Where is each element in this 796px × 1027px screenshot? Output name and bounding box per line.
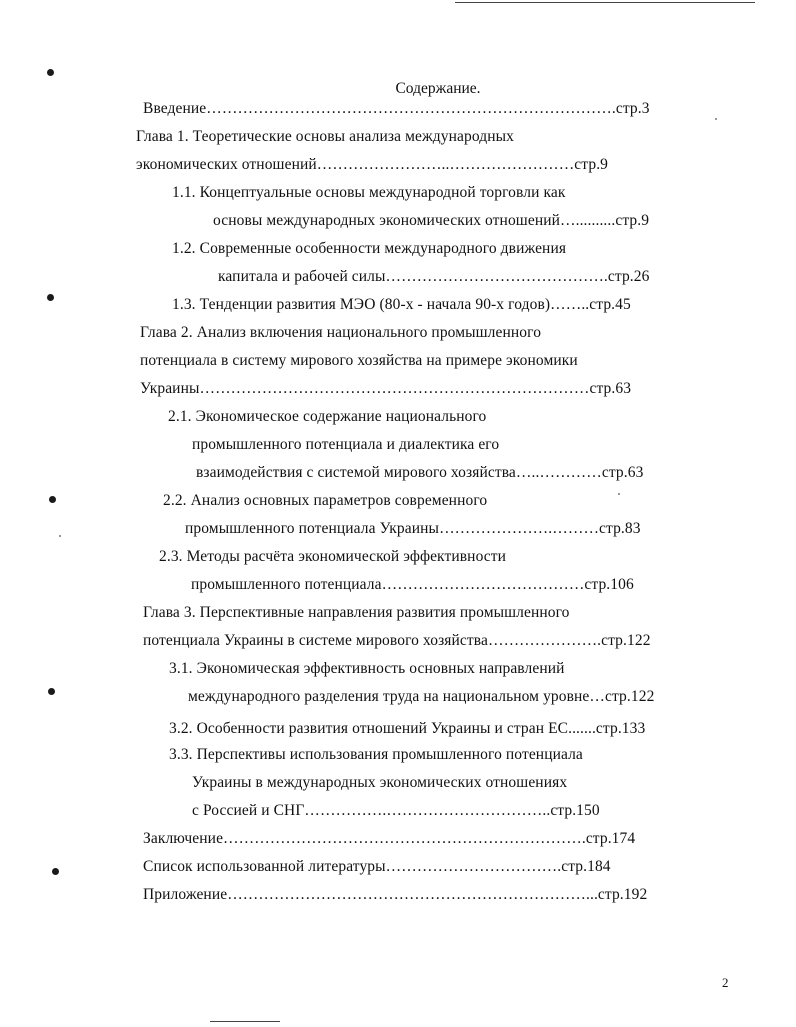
toc-line: 2.2. Анализ основных параметров современного <box>163 492 488 509</box>
toc-line: 2.3. Методы расчёта экономической эффективности <box>159 548 507 565</box>
toc-line: Глава 2. Анализ включения национального промышленного <box>140 324 542 341</box>
toc-line: международного разделения труда на национальном уровне…стр.122 <box>188 688 655 705</box>
toc-line: Список использованной литературы…………………………….стр.184 <box>143 858 611 875</box>
toc-line: Введение…………………………………………………………………….стр.3 <box>143 100 650 117</box>
toc-line: 2.1. Экономическое содержание национального <box>168 408 487 425</box>
scan-speck <box>715 118 717 120</box>
toc-line: промышленного потенциала…………………………………стр.106 <box>191 576 634 593</box>
toc-line: основы международных экономических отношений…..........стр.9 <box>213 212 650 229</box>
toc-line: Украины…………………………………………………………………стр.63 <box>140 380 632 397</box>
toc-line: Приложение……………………………………………………………...стр.192 <box>143 886 648 903</box>
scan-speck <box>618 493 620 495</box>
page-title: Содержание. <box>395 80 481 97</box>
toc-line: 1.2. Современные особенности международного движения <box>172 240 567 257</box>
toc-line: с Россией и СНГ…………….…………………………..стр.150 <box>192 802 600 819</box>
toc-line: взаимодействия с системой мирового хозяйства…..…………стр.63 <box>196 464 644 481</box>
toc-line: Украины в международных экономических отношениях <box>192 774 568 791</box>
toc-line: 1.1. Концептуальные основы международной торговли как <box>172 184 566 201</box>
binder-hole-mark <box>48 688 55 695</box>
toc-line: 3.3. Перспективы использования промышленного потенциала <box>169 746 583 763</box>
toc-line: 3.2. Особенности развития отношений Украины и стран ЕС.......стр.133 <box>169 720 646 737</box>
toc-line: Заключение…………………………………………………………….стр.174 <box>143 830 636 847</box>
binder-hole-mark <box>52 868 59 875</box>
page-number: 2 <box>722 975 729 990</box>
toc-line: промышленного потенциала и диалектика его <box>192 436 500 453</box>
toc-line: экономических отношений……………………..……………………стр.9 <box>136 156 609 173</box>
toc-line: промышленного потенциала Украины………………….………стр.83 <box>185 520 641 537</box>
toc-line: капитала и рабочей силы…………………………………….стр.26 <box>218 268 650 285</box>
toc-line: 3.1. Экономическая эффективность основных направлений <box>169 660 565 677</box>
toc-line: 1.3. Тенденции развития МЭО (80-х - начала 90-х годов)……..стр.45 <box>172 296 631 313</box>
binder-hole-mark <box>49 496 56 503</box>
toc-line: Глава 1. Теоретические основы анализа международных <box>136 128 514 145</box>
binder-hole-mark <box>47 294 54 301</box>
toc-line: потенциала Украины в системе мирового хозяйства………………….стр.122 <box>143 632 651 649</box>
scan-artifact-line <box>455 2 755 3</box>
binder-hole-mark <box>47 69 54 76</box>
toc-line: Глава 3. Перспективные направления развития промышленного <box>143 604 570 621</box>
scan-speck <box>59 535 61 537</box>
scan-artifact-line <box>210 1021 280 1022</box>
toc-line: потенциала в систему мирового хозяйства на примере экономики <box>140 352 578 369</box>
